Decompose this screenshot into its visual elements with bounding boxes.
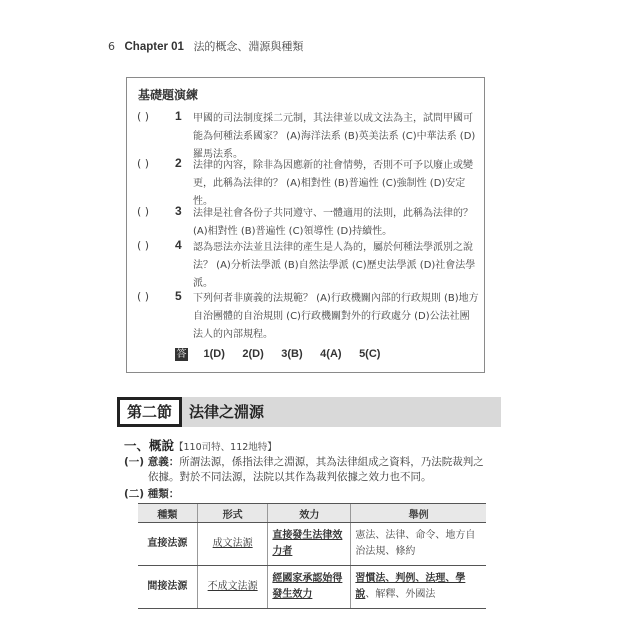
meaning-label: (一) 意義：: [124, 456, 180, 468]
col-header: 形式: [197, 504, 268, 523]
cell-examples: [351, 566, 486, 609]
question-number: 2: [175, 156, 182, 170]
cell-effect: 經國家承認始得發生效力: [272, 573, 343, 600]
question-number: 3: [175, 204, 182, 218]
answer-blank: ( ): [137, 157, 150, 170]
question-number: 4: [175, 238, 182, 252]
col-header: 舉例: [351, 504, 486, 523]
chapter-title: 法的概念、淵源與種類: [193, 40, 304, 53]
source-types-table: [138, 503, 486, 609]
page-header: [108, 38, 303, 54]
examples-other: 、解釋、外國法: [365, 589, 436, 600]
answer-blank: ( ): [137, 239, 150, 252]
answer-key: [175, 347, 394, 361]
answer-mark: 答: [176, 348, 187, 360]
meaning-line-2: 依據。對於不同法源，法院以其作為裁判依據之效力也不同。: [148, 471, 432, 483]
types-label: (二) 種類：: [124, 488, 180, 500]
answer-item: 4(A): [320, 348, 342, 360]
answer-blank: ( ): [137, 205, 150, 218]
question-number: 1: [175, 109, 182, 123]
table-header-row: [138, 504, 486, 523]
table-row: [138, 566, 486, 609]
table-row: [138, 523, 486, 566]
answer-item: 2(D): [242, 348, 264, 360]
exercise-box: [126, 77, 485, 373]
question-text: 法律是社會各份子共同遵守、一體適用的法則，此稱為法律的？ (A)相對性 (B)普遍性 (C)領導性 (D)持續性。: [193, 208, 473, 237]
answer-item: 1(D): [203, 348, 225, 360]
examples-key-terms: 習慣法、判例、法理、學說: [355, 573, 466, 600]
question-text: 法律的內容，除非為因應新的社會情勢，否則不可予以廢止或變更，此稱為法律的？ (A)相對性 (B)普遍性 (C)強制性 (D)安定性。: [193, 160, 473, 207]
overview-heading: [124, 436, 277, 454]
overview-title: 一、概說: [124, 438, 175, 453]
exercise-title: 基礎題演練: [138, 88, 199, 102]
cell-form: 不成文法源: [207, 581, 258, 592]
cell-form: 成文法源: [212, 538, 253, 549]
meaning-line-1: 所謂法源，係指法律之淵源，其為法律組成之資料，乃法院裁判之: [179, 456, 484, 468]
page-number: 6: [108, 40, 115, 53]
question-number: 5: [175, 289, 182, 303]
question-text: 甲國的司法制度採二元制，其法律並以成文法為主，試問甲國可能為何種法系國家？ (A)海洋法系 (B)英美法系 (C)中華法系 (D)羅馬法系。: [193, 113, 476, 160]
col-header: 種類: [138, 504, 197, 523]
cell-examples: 憲法、法律、命令、地方自治法規、條約: [351, 523, 486, 566]
section-title: 法律之淵源: [189, 403, 265, 421]
section-label: 第二節: [117, 397, 182, 427]
meaning-paragraph: [124, 455, 494, 485]
question-text: 下列何者非廣義的法規範？ (A)行政機關內部的行政規則 (B)地方自治團體的自治規則 (C)行政機關對外的行政處分 (D)公法社團法人的內部規程。: [193, 293, 479, 340]
col-header: 效力: [268, 504, 351, 523]
answer-item: 5(C): [359, 348, 381, 360]
chapter-label: Chapter 01: [124, 41, 184, 53]
answer-blank: ( ): [137, 110, 150, 123]
cell-kind: 間接法源: [138, 566, 197, 609]
cell-kind: 直接法源: [138, 523, 197, 566]
answer-blank: ( ): [137, 290, 150, 303]
exam-tag: 【110司特、112地特】: [174, 442, 277, 453]
cell-effect: 直接發生法律效力者: [272, 530, 343, 557]
answer-item: 3(B): [281, 348, 303, 360]
question-text: 認為惡法亦法並且法律的產生是人為的，屬於何種法學派別之說法？ (A)分析法學派 (B)自然法學派 (C)歷史法學派 (D)社會法學派。: [193, 242, 476, 289]
